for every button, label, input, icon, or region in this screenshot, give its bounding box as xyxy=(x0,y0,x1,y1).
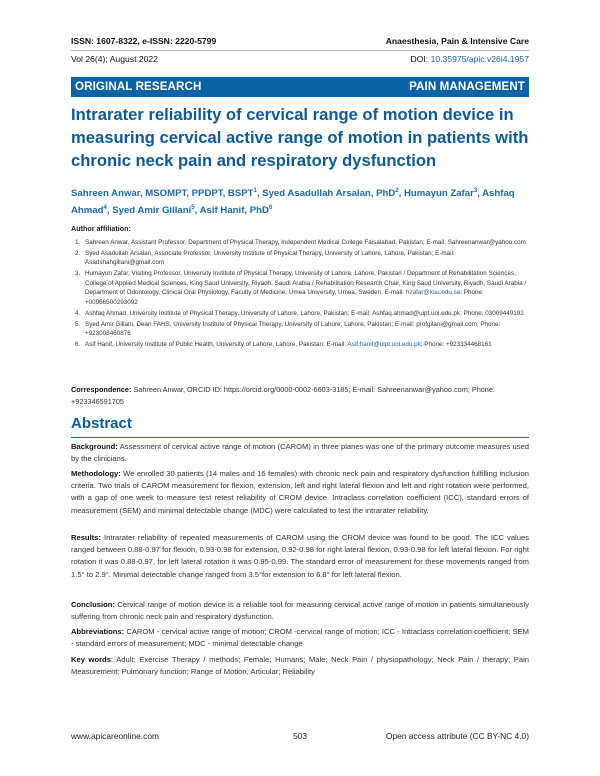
abstract-abbreviations xyxy=(71,626,529,650)
author-name: Ashfaq Ahmad xyxy=(71,188,515,217)
author-separator: , xyxy=(398,188,404,200)
affiliation-item xyxy=(75,238,528,247)
affiliation-text: Sahreen Anwar, Assistant Professor, Department of Physical Therapy, Independent Medical College Faisalabad, Pakistan; E-mail: Sahreenanwar@yahoo.com xyxy=(85,239,526,246)
category-band xyxy=(71,77,529,97)
author-separator: , xyxy=(106,205,113,217)
abbreviations-label: Abbreviations: xyxy=(71,627,125,636)
affiliation-number: 3. xyxy=(75,270,81,278)
methodology-text: We enrolled 30 patients (14 males and 16 females) with chronic neck pain and respiratory dysfunction fulfilling inclusion criteria. Two trials of CAROM measurement for flexion, extension, left and right lateral flexion and left and right rotation were performed, with a gap of one week to measure test retest reliability of CROM device. Intraclass correlation coefficient (ICC), standard errors of measurement (SEM) and minimal detectable change (MDC) were calculated to test the intrarater reliability. xyxy=(71,469,529,515)
abbreviations-text: CAROM - cervical active range of motion; CROM -cervical range of motion; ICC - Intraclass correlation coefficient; SEM - standard errors of measurement; MDC - minimal detectable change xyxy=(71,627,529,649)
affiliation-number: 2. xyxy=(75,250,81,257)
abstract-background xyxy=(71,441,529,465)
affiliation-item xyxy=(75,340,528,349)
conclusion-text: Cervical range of motion device is a reliable tool for measuring cervical active range of motion in patients simultaneously suffering from chronic neck pain and respiratory dysfunction. xyxy=(71,600,529,622)
author-name: Syed Asadullah Arsalan, PhD xyxy=(262,188,396,200)
affiliation-phone: ; Phone: +00966500293092 xyxy=(85,289,484,306)
author-name: Asif Hanif, PhD xyxy=(199,205,269,217)
author-affiliation-number: 4 xyxy=(103,205,107,212)
author xyxy=(200,205,273,216)
affiliation-heading: Author affiliation: xyxy=(71,224,131,233)
author-affiliation-number: 5 xyxy=(191,205,195,212)
doi-label: DOI: xyxy=(410,54,429,64)
author-affiliation-number: 6 xyxy=(268,205,273,212)
keywords-text: : Adult; Exercise Therapy / methods; Female; Humans; Male; Neck Pain / physiopathology; Neck Pain / therapy; Pain Measurement; Pulmonary function; Range of Motion, Articular; Reliability xyxy=(71,655,529,677)
affiliation-number: 4. xyxy=(75,309,81,317)
abstract-methodology xyxy=(71,468,529,517)
abstract-conclusion xyxy=(71,599,529,623)
doi-link[interactable]: 10.35975/apic.v26i4.1957 xyxy=(430,54,529,64)
affiliation-text: Syed Asadullah Arsalan, Associate Professor, University Institute of Physical Therapy, University of Lahore, Lahore, Pakistan; E-mail: Asadshahgillani@gmail.com xyxy=(85,250,455,267)
affiliation-number: 6. xyxy=(75,341,81,349)
affiliation-item xyxy=(75,249,528,268)
article-type: ORIGINAL RESEARCH xyxy=(75,80,202,93)
author-name: Humayun Zafar xyxy=(403,188,474,200)
doi-line xyxy=(411,54,530,64)
methodology-label: Methodology: xyxy=(71,469,121,478)
footer-website[interactable]: www.apicareonline.com xyxy=(71,731,159,741)
author-separator: , xyxy=(256,188,263,200)
affiliation-item xyxy=(75,320,528,339)
affiliation-text: Humayun Zafar, Visiting Professor, University Institute of Physical Therapy, University of Lahore, Lahore, Pakistan / Department of Rehabilitation Sciences, College of Applied Medical Sciences, King Saud University, Riyadh, Saudi Arabia / Rehabilitation Research Chair, King Saud University, Riyadh, Saudi Arabia / Department of Odontology, Clinical Oral Physiology, Faculty of Medicine, Umea University, Umea, Sweden. E-mail: xyxy=(85,270,527,297)
results-text: Intrarater reliability of repeated measurements of CAROM using the CROM device was found to be good. The ICC values ranged between 0.88-0.97 for flexion, 0.93-0.98 for extension, 0.92-0.98 for right lateral flexion, 0.93-0.98 for left lateral flexion. For right rotation it was 0.88-0.97, for left lateral rotation it was 0.95-0.99. The standard error of measurement for these movements ranged from 1.5° to 2.9°. Minimal detectable change ranged from 3.5°for extension to 6.8° for left lateral flexion. xyxy=(71,533,529,579)
author-affiliation-number: 2 xyxy=(395,188,399,194)
volume-info: Vol 26(4); August 2022 xyxy=(71,54,158,64)
issn: ISSN: 1607-8322, e-ISSN: 2220-5799 xyxy=(71,36,217,46)
abstract-divider xyxy=(71,437,529,438)
affiliation-text: Asif Hanif, University Institute of Public Health, University of Lahore, Lahore, Pakistan; E-mail: xyxy=(85,341,348,349)
author-affiliation-number: 1 xyxy=(253,188,257,194)
author xyxy=(262,188,404,199)
footer-license: Open access attribute (CC BY-NC 4.0) xyxy=(385,731,529,741)
affiliation-number: 5. xyxy=(75,320,81,328)
correspondence-label: Correspondence: xyxy=(71,385,132,394)
abstract-results xyxy=(71,532,529,581)
author xyxy=(71,188,262,199)
affiliation-text: Ashfaq Ahmad, University Institute of Physical Therapy, University of Lahore, Lahore, Pakistan; E-mail: Ashfaq.ahmad@uipt.uol.edu.pk; Phone: 03009449192 xyxy=(85,309,524,317)
abstract-keywords xyxy=(71,654,529,678)
affiliation-item xyxy=(75,309,528,318)
author-name: Syed Amir Gillani xyxy=(112,205,192,217)
author-separator: , xyxy=(477,188,483,200)
background-text: Assessment of cervical active range of motion (CAROM) in three planes was one of the primary outcome measures used by the clinicians. xyxy=(71,442,529,464)
correspondence xyxy=(71,384,532,408)
correspondence-text: Sahreen Anwar, ORCID ID: https://orcid.org/0000-0002-6603-3185; E-mail: Sahreenanwar@yahoo.com; Phone: +923346591705 xyxy=(71,385,495,406)
article-section: PAIN MANAGEMENT xyxy=(409,80,525,93)
author-affiliation-number: 3 xyxy=(473,188,478,194)
affiliation-number: 1. xyxy=(75,239,81,246)
affiliation-text: Syed Amir Gillani, Dean FAHS, University Institute of Physical Therapy, University of Lahore, Lahore, Pakistan; E-mail: profgilani@gmail.com; Phone: +923008460876 xyxy=(85,320,501,338)
keywords-label: Key words xyxy=(71,655,111,664)
author xyxy=(112,205,199,216)
affiliation-phone: ; Phone: +923334468161 xyxy=(420,341,492,349)
author-separator: , xyxy=(194,205,200,217)
abstract-heading: Abstract xyxy=(71,415,132,432)
article-title: Intrarater reliability of cervical range of motion device in measuring cervical active range of motion in patients with chronic neck pain and respiratory dysfunction xyxy=(71,105,529,170)
results-label: Results: xyxy=(71,533,101,542)
affiliation-item xyxy=(75,269,528,307)
header-divider xyxy=(71,50,529,51)
author-list xyxy=(71,184,536,218)
page-number: 503 xyxy=(293,731,307,741)
author xyxy=(404,188,482,199)
affiliation-email-link[interactable]: Asif.hanif@uipt.uol.edu.pk xyxy=(347,341,421,349)
background-label: Background: xyxy=(71,442,118,451)
journal-name: Anaesthesia, Pain & Intensive Care xyxy=(385,36,529,46)
conclusion-label: Conclusion: xyxy=(71,600,115,609)
affiliation-email-link[interactable]: hzafar@ksu.edu.sa xyxy=(405,289,461,297)
author-name: Sahreen Anwar, MSOMPT, PPDPT, BSPT xyxy=(71,188,254,200)
affiliation-list xyxy=(75,238,528,351)
